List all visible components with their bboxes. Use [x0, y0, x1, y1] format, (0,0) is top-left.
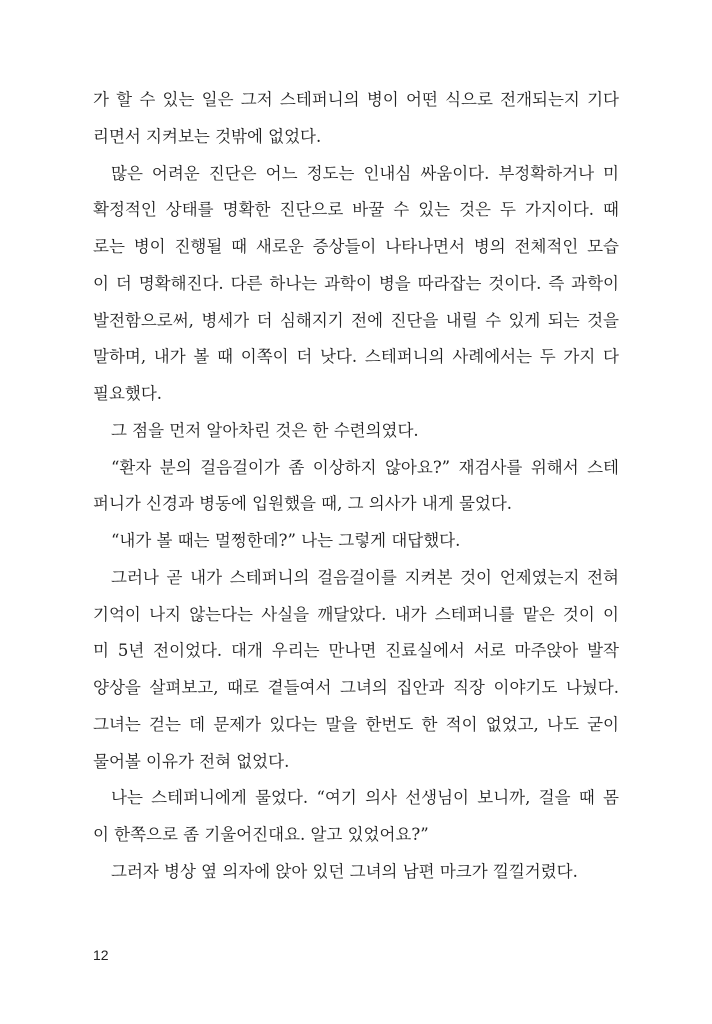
text-line: 그녀는 걷는 데 문제가 있다는 말을 한번도 한 적이 없었고, 나도 굳이	[93, 714, 619, 734]
text-line: 리면서 지켜보는 것밖에 없었다.	[93, 126, 322, 146]
text-line: “환자 분의 걸음걸이가 좀 이상하지 않아요?” 재검사를 위해서 스테	[111, 457, 619, 477]
text-line: 그러나 곧 내가 스테퍼니의 걸음걸이를 지켜본 것이 언제였는지 전혀	[111, 567, 619, 587]
text-line: 기억이 나지 않는다는 사실을 깨달았다. 내가 스테퍼니를 맡은 것이 이	[93, 604, 619, 624]
text-line: 말하며, 내가 볼 때 이쪽이 더 낫다. 스테퍼니의 사례에서는 두 가지 다	[93, 347, 619, 367]
text-line: 로는 병이 진행될 때 새로운 증상들이 나타나면서 병의 전체적인 모습	[93, 237, 619, 256]
page-number: 12	[93, 947, 109, 963]
text-line: 발전함으로써, 병세가 더 심해지기 전에 진단을 내릴 수 있게 되는 것을	[93, 310, 619, 330]
text-line: 퍼니가 신경과 병동에 입원했을 때, 그 의사가 내게 물었다.	[93, 494, 513, 514]
text-line: 많은 어려운 진단은 어느 정도는 인내심 싸움이다. 부정확하거나 미	[111, 163, 619, 183]
body-text	[93, 86, 619, 895]
text-line: 양상을 살펴보고, 때로 곁들여서 그녀의 집안과 직장 이야기도 나눴다.	[93, 678, 619, 697]
text-line: 나는 스테퍼니에게 물었다. “여기 의사 선생님이 보니까, 걸을 때 몸	[111, 788, 619, 808]
text-line: 그 점을 먼저 알아차린 것은 한 수련의였다.	[111, 420, 419, 440]
text-line: 필요했다.	[93, 384, 163, 403]
text-line: 가 할 수 있는 일은 그저 스테퍼니의 병이 어떤 식으로 전개되는지 기다	[93, 90, 619, 109]
text-line: 미 5년 전이었다. 대개 우리는 만나면 진료실에서 서로 마주앉아 발작	[93, 641, 619, 661]
text-line: 이 한쪽으로 좀 기울어진대요. 알고 있었어요?”	[93, 825, 429, 844]
text-line: “내가 볼 때는 멀쩡한데?” 나는 그렇게 대답했다.	[111, 531, 461, 550]
text-line: 그러자 병상 옆 의자에 앉아 있던 그녀의 남편 마크가 낄낄거렸다.	[111, 861, 578, 881]
text-line: 물어볼 이유가 전혀 없었다.	[93, 751, 290, 771]
text-line: 확정적인 상태를 명확한 진단으로 바꿀 수 있는 것은 두 가지이다. 때	[93, 200, 619, 220]
text-line: 이 더 명확해진다. 다른 하나는 과학이 병을 따라잡는 것이다. 즉 과학이	[93, 273, 619, 293]
